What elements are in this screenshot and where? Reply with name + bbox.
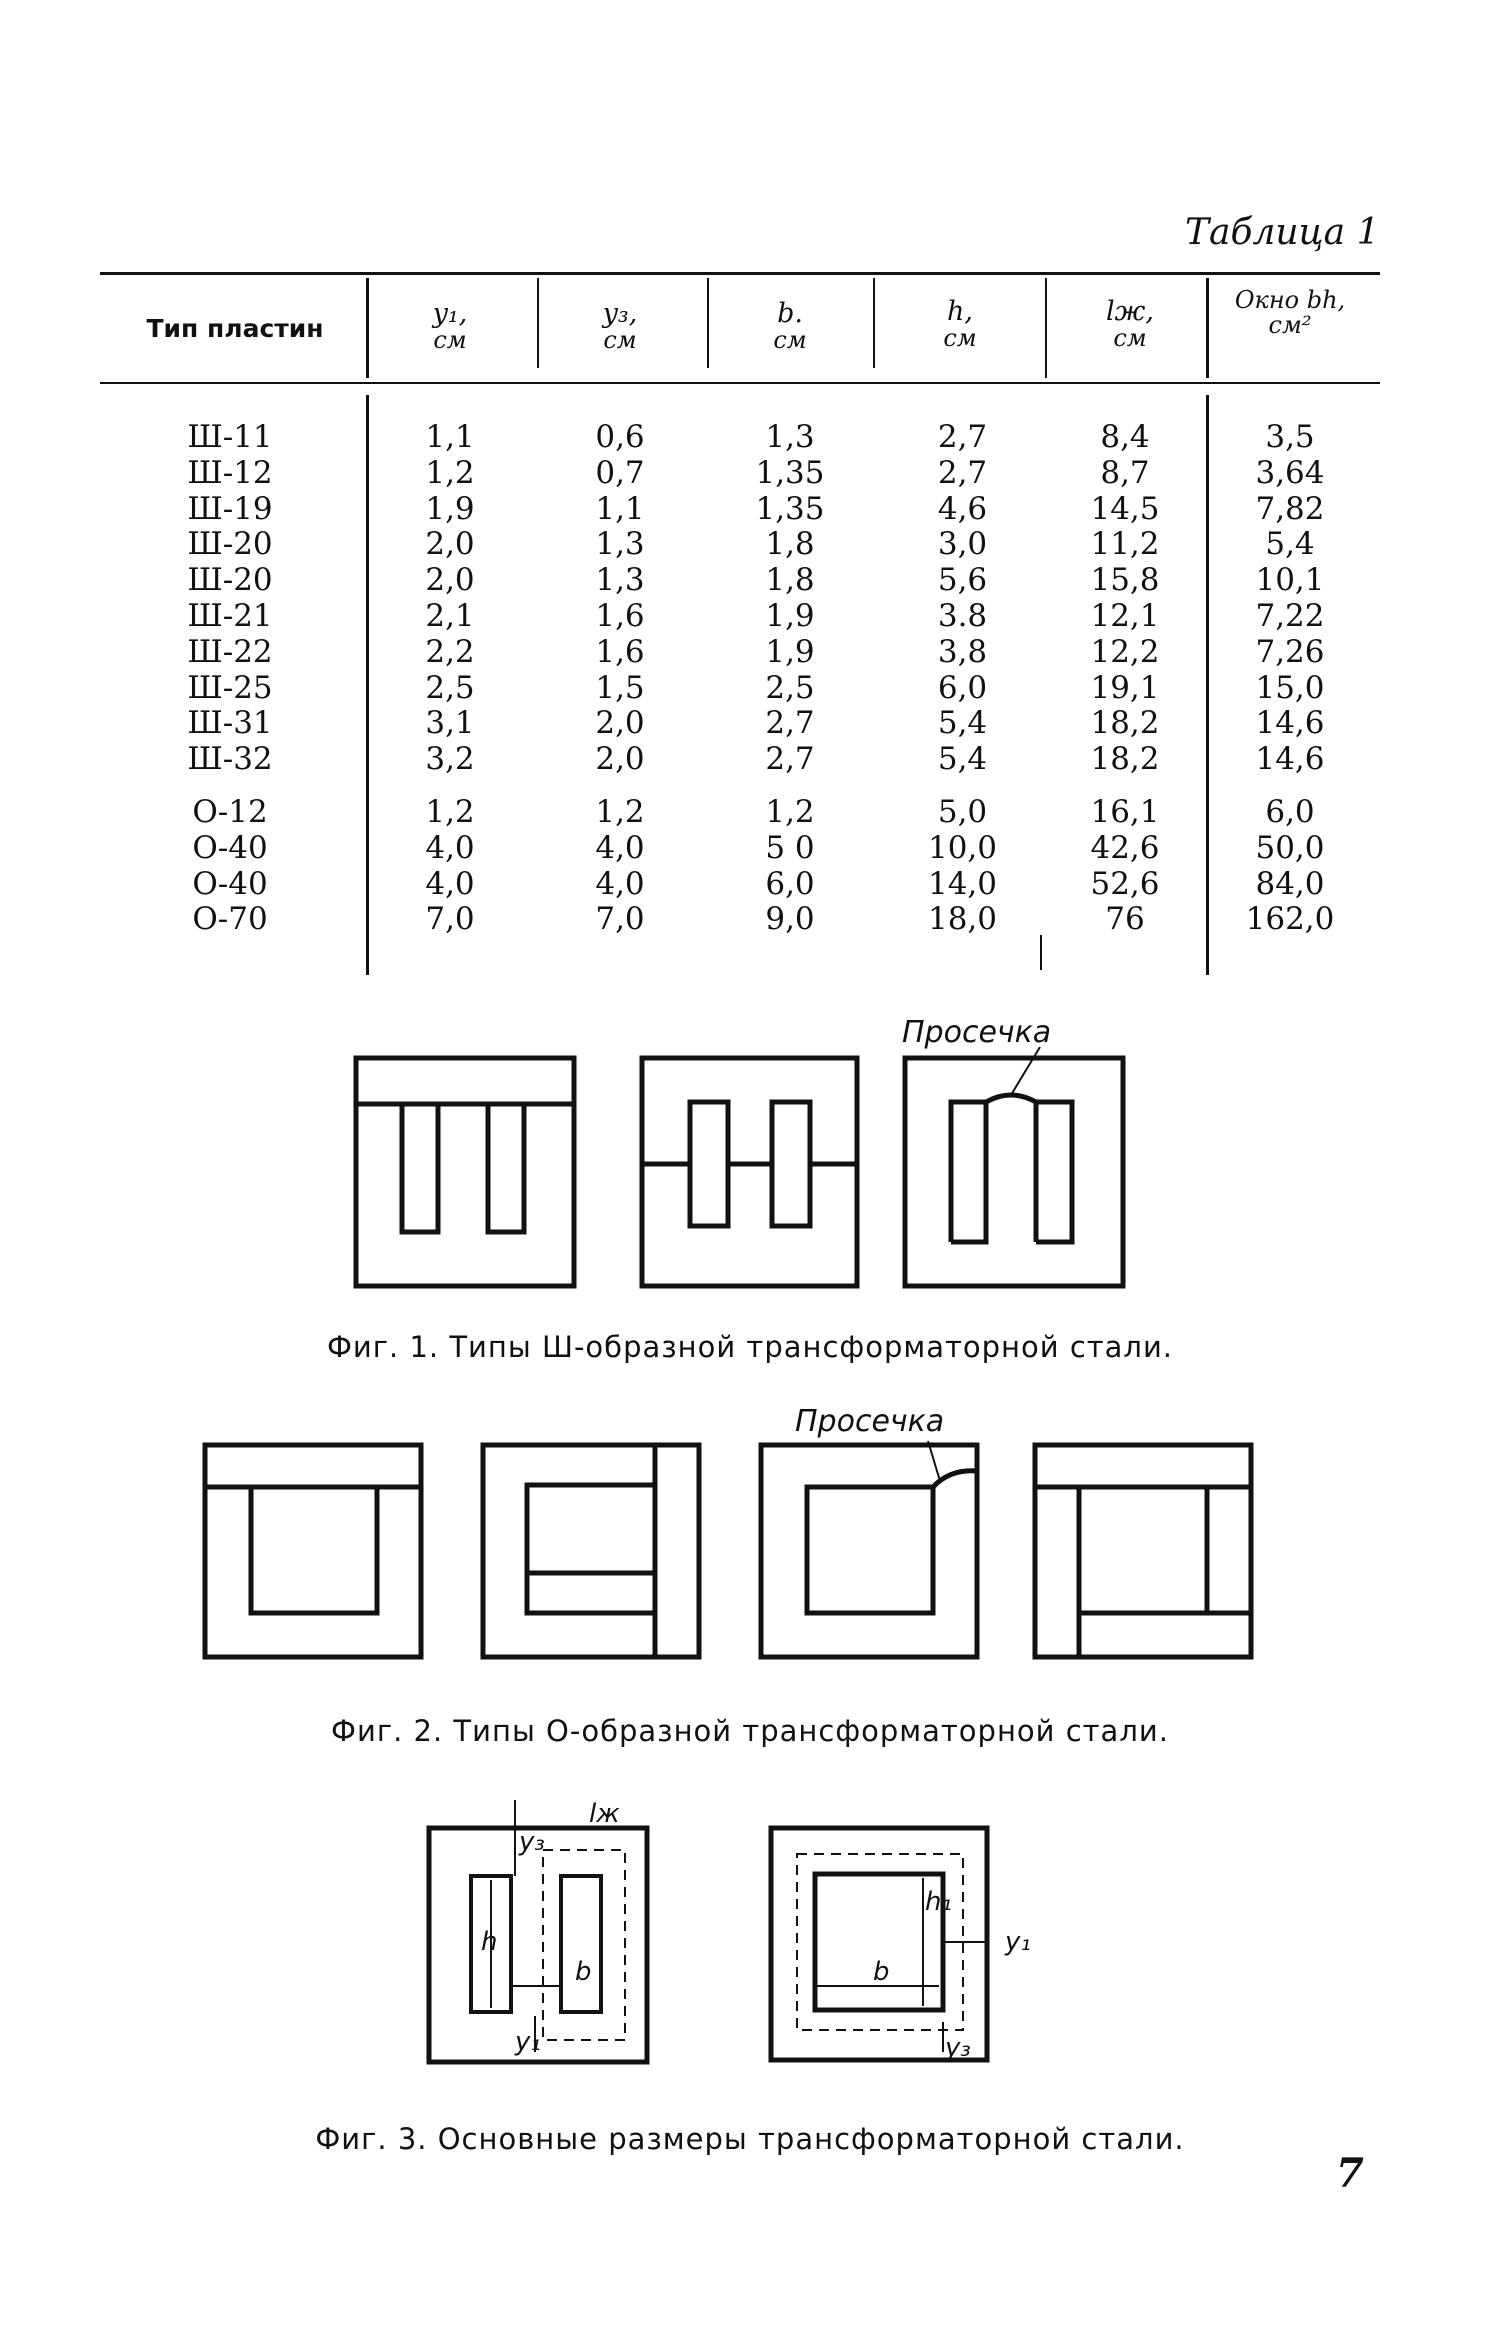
fig1-plate-a-slot bbox=[488, 1104, 524, 1232]
table-cell: 0,7 bbox=[595, 454, 645, 491]
header-window bbox=[1225, 288, 1355, 338]
table-column-h bbox=[895, 795, 1030, 938]
table-cell: 5,4 bbox=[937, 705, 988, 742]
fig1-plate-b-slot bbox=[690, 1102, 728, 1226]
table-column-y3 bbox=[555, 420, 685, 778]
header-window-symbol: Окно bh, bbox=[1234, 286, 1346, 314]
table-col-divider bbox=[366, 395, 369, 975]
fig3-label-lzh: lж bbox=[589, 1799, 620, 1829]
fig2-plate-c-window bbox=[807, 1487, 933, 1613]
table-cell: О-12 bbox=[192, 794, 268, 830]
table-cell: 1,8 bbox=[765, 562, 815, 599]
fig1-caption: Фиг. 1. Типы Ш-образной трансформаторной стали. bbox=[326, 1330, 1174, 1364]
fig3-label-h1: h₁ bbox=[925, 1887, 952, 1917]
table-cell: 9,0 bbox=[765, 901, 815, 938]
table-cell: 7,82 bbox=[1255, 490, 1325, 527]
table-column-lzh bbox=[1060, 795, 1190, 938]
table-col-divider bbox=[1206, 395, 1209, 975]
table-column-type bbox=[130, 795, 330, 938]
table-cell: 5,4 bbox=[937, 741, 988, 778]
table-cell: 4,0 bbox=[595, 829, 645, 866]
table-cell: Ш-20 bbox=[187, 526, 273, 563]
header-y3-symbol: y₃, bbox=[602, 298, 638, 329]
header-b-unit: см bbox=[773, 326, 807, 355]
table-cell: 18,0 bbox=[927, 901, 998, 938]
table-cell: 2,7 bbox=[765, 741, 815, 778]
table-col-divider bbox=[366, 278, 369, 378]
fig3-label-h: h bbox=[481, 1927, 498, 1957]
table-cell: 1,5 bbox=[595, 669, 645, 706]
table-cell: 1,3 bbox=[595, 562, 645, 599]
table-cell: 10,1 bbox=[1255, 562, 1325, 599]
table-cell: 2,5 bbox=[425, 669, 475, 706]
table-cell: 3,0 bbox=[937, 526, 988, 563]
table-cell: 14,6 bbox=[1255, 741, 1325, 778]
table-cell: 2,1 bbox=[425, 597, 475, 634]
table-cell: 1,6 bbox=[595, 597, 645, 634]
fig1-drawing bbox=[340, 1010, 1140, 1290]
fig3-label-y3b: y₃ bbox=[945, 2033, 971, 2063]
table-cell: 3,2 bbox=[425, 741, 475, 778]
table-column-window bbox=[1220, 795, 1360, 938]
table-col-divider bbox=[537, 278, 539, 368]
page-number: 7 bbox=[1336, 2150, 1364, 2197]
fig3-caption: Фиг. 3. Основные размеры трансформаторной стали. bbox=[315, 2122, 1185, 2156]
table-cell: 1,2 bbox=[765, 794, 815, 830]
header-lzh-unit: см bbox=[1113, 324, 1147, 353]
table-cell: 6,0 bbox=[1265, 794, 1315, 830]
table-cell: 76 bbox=[1105, 901, 1145, 938]
table-cell: 4,6 bbox=[937, 490, 988, 527]
fig3-drawing bbox=[415, 1790, 1055, 2090]
table-cell: 1,6 bbox=[595, 633, 645, 670]
table-cell: 1,3 bbox=[595, 526, 645, 563]
table-cell: 1,1 bbox=[595, 490, 645, 527]
fig2-plate-a-window bbox=[251, 1487, 377, 1613]
table-cell: О-70 bbox=[192, 901, 268, 938]
fig2-plate-a-outline bbox=[205, 1445, 421, 1657]
table-cell: 1,2 bbox=[595, 794, 645, 830]
table-cell: 15,0 bbox=[1255, 669, 1325, 706]
table-column-type bbox=[130, 420, 330, 778]
table-column-window bbox=[1220, 420, 1360, 778]
table-cell: 8,7 bbox=[1100, 454, 1150, 491]
fig3-o-magnetic-path bbox=[797, 1854, 963, 2030]
table-cell: 19,1 bbox=[1090, 669, 1160, 706]
table-cell: 14,5 bbox=[1090, 490, 1160, 527]
header-y1-unit: см bbox=[433, 326, 467, 355]
table-cell: 42,6 bbox=[1090, 829, 1160, 866]
header-type: Тип пластин bbox=[146, 314, 324, 343]
fig1-notch bbox=[986, 1095, 1036, 1102]
table-cell: 1,9 bbox=[425, 490, 475, 527]
fig1-plate-a-slot bbox=[402, 1104, 438, 1232]
fig1-plate-c-slot bbox=[1036, 1102, 1072, 1242]
table-header-rule bbox=[100, 382, 1380, 384]
table-cell: Ш-11 bbox=[187, 419, 273, 455]
table-cell: 1,3 bbox=[765, 419, 815, 455]
fig1-plate-c-slot bbox=[951, 1102, 986, 1242]
header-h-symbol: h, bbox=[947, 296, 973, 327]
table-column-b bbox=[725, 795, 855, 938]
table-cell: 3.8 bbox=[937, 597, 988, 634]
table-cell: Ш-32 bbox=[187, 741, 273, 778]
header-b-symbol: b. bbox=[777, 298, 803, 329]
table-cell: 84,0 bbox=[1255, 865, 1325, 902]
table-cell: О-40 bbox=[192, 829, 268, 866]
table-cell: 7,26 bbox=[1255, 633, 1325, 670]
table-cell: 2,0 bbox=[595, 741, 645, 778]
table-col-divider bbox=[1045, 278, 1047, 378]
table-column-y1 bbox=[385, 795, 515, 938]
table-col-divider bbox=[1040, 935, 1042, 970]
table-cell: 1,2 bbox=[425, 454, 475, 491]
table-cell: 4,0 bbox=[425, 829, 475, 866]
table-cell: 15,8 bbox=[1090, 562, 1160, 599]
table-top-rule bbox=[100, 272, 1380, 275]
fig2-plate-d-window bbox=[1079, 1487, 1207, 1613]
table-cell: О-40 bbox=[192, 865, 268, 902]
fig3-label-y1: y₁ bbox=[515, 2027, 541, 2057]
fig1-plate-c-outline bbox=[905, 1058, 1123, 1286]
table-cell: 7,0 bbox=[425, 901, 475, 938]
table-cell: 1,1 bbox=[425, 419, 475, 455]
table-cell: Ш-12 bbox=[187, 454, 273, 491]
table-cell: 5 0 bbox=[765, 829, 815, 866]
table-cell: 10,0 bbox=[927, 829, 998, 866]
table-cell: 12,1 bbox=[1090, 597, 1160, 634]
fig1-plate-b-outline bbox=[642, 1058, 857, 1286]
fig2-plate-b-outline bbox=[483, 1445, 699, 1657]
table-cell: 18,2 bbox=[1090, 741, 1160, 778]
table-cell: 14,6 bbox=[1255, 705, 1325, 742]
table-cell: 2,0 bbox=[595, 705, 645, 742]
fig3-label-y1b: y₁ bbox=[1005, 1927, 1031, 1957]
table-cell: Ш-21 bbox=[187, 597, 273, 634]
table-cell: 7,22 bbox=[1255, 597, 1325, 634]
fig1-notch-label: Просечка bbox=[902, 1015, 1052, 1050]
table-column-lzh bbox=[1060, 420, 1190, 778]
table-cell: 2,0 bbox=[425, 526, 475, 563]
table-cell: 18,2 bbox=[1090, 705, 1160, 742]
table-cell: 4,0 bbox=[425, 865, 475, 902]
table-cell: 3,1 bbox=[425, 705, 475, 742]
table-cell: 1,2 bbox=[425, 794, 475, 830]
table-col-divider bbox=[873, 278, 875, 368]
table-cell: 5,0 bbox=[937, 794, 988, 830]
table-cell: 12,2 bbox=[1090, 633, 1160, 670]
header-y1-symbol: y₁, bbox=[432, 298, 468, 329]
table-cell: 2,0 bbox=[425, 562, 475, 599]
header-lzh bbox=[1065, 298, 1195, 352]
table-cell: 5,6 bbox=[937, 562, 988, 599]
table-column-b bbox=[725, 420, 855, 778]
table-cell: 50,0 bbox=[1255, 829, 1325, 866]
table-cell: 1,8 bbox=[765, 526, 815, 563]
fig3-label-b2: b bbox=[873, 1957, 890, 1987]
table-cell: Ш-22 bbox=[187, 633, 273, 670]
fig2-plate-b-window bbox=[527, 1485, 655, 1613]
table-cell: 1,35 bbox=[755, 490, 825, 527]
table-cell: Ш-25 bbox=[187, 669, 273, 706]
table-cell: 3,5 bbox=[1265, 419, 1315, 455]
fig2-drawing bbox=[195, 1395, 1275, 1675]
table-cell: 6,0 bbox=[937, 669, 988, 706]
table-cell: 2,7 bbox=[765, 705, 815, 742]
table-cell: 2,7 bbox=[937, 419, 988, 455]
table-cell: 11,2 bbox=[1090, 526, 1160, 563]
table-column-y1 bbox=[385, 420, 515, 778]
fig2-notch-label: Просечка bbox=[795, 1404, 945, 1439]
fig2-plate-d-outline bbox=[1035, 1445, 1251, 1657]
fig3-label-b: b bbox=[575, 1957, 592, 1987]
table-cell: 14,0 bbox=[927, 865, 998, 902]
table-cell: 8,4 bbox=[1100, 419, 1150, 455]
table-cell: 2,5 bbox=[765, 669, 815, 706]
table-cell: 5,4 bbox=[1265, 526, 1315, 563]
header-y3 bbox=[550, 300, 690, 354]
table-cell: Ш-19 bbox=[187, 490, 273, 527]
fig3-label-y3: y₃ bbox=[519, 1827, 545, 1857]
table-cell: 16,1 bbox=[1090, 794, 1160, 830]
fig3-o-plate-outline bbox=[771, 1828, 987, 2060]
table-cell: 3,8 bbox=[937, 633, 988, 670]
table-cell: 4,0 bbox=[595, 865, 645, 902]
header-y3-unit: см bbox=[603, 326, 637, 355]
table-col-divider bbox=[1206, 278, 1209, 378]
table-caption: Таблица 1 bbox=[1185, 212, 1380, 253]
table-col-divider bbox=[707, 278, 709, 368]
header-h-unit: см bbox=[943, 324, 977, 353]
table-column-y3 bbox=[555, 795, 685, 938]
table-cell: 1,9 bbox=[765, 633, 815, 670]
fig1-plate-b-slot bbox=[772, 1102, 810, 1226]
fig2-caption: Фиг. 2. Типы О-образной трансформаторной стали. bbox=[331, 1714, 1169, 1748]
table-cell: 1,9 bbox=[765, 597, 815, 634]
table-cell: 52,6 bbox=[1090, 865, 1160, 902]
table-cell: 0,6 bbox=[595, 419, 645, 455]
header-b bbox=[720, 300, 860, 354]
table-cell: Ш-20 bbox=[187, 562, 273, 599]
table-cell: 7,0 bbox=[595, 901, 645, 938]
table-cell: 2,7 bbox=[937, 454, 988, 491]
fig3-sh-slot-right bbox=[561, 1876, 601, 2012]
table-cell: Ш-31 bbox=[187, 705, 273, 742]
header-lzh-symbol: lж, bbox=[1106, 296, 1154, 327]
table-cell: 1,35 bbox=[755, 454, 825, 491]
table-cell: 6,0 bbox=[765, 865, 815, 902]
fig1-plate-a-outline bbox=[356, 1058, 574, 1286]
table-column-h bbox=[895, 420, 1030, 778]
table-cell: 3,64 bbox=[1255, 454, 1325, 491]
table-cell: 162,0 bbox=[1245, 901, 1335, 938]
table-cell: 2,2 bbox=[425, 633, 475, 670]
header-window-unit: см² bbox=[1268, 311, 1312, 340]
header-y1 bbox=[380, 300, 520, 354]
header-h bbox=[890, 298, 1030, 352]
